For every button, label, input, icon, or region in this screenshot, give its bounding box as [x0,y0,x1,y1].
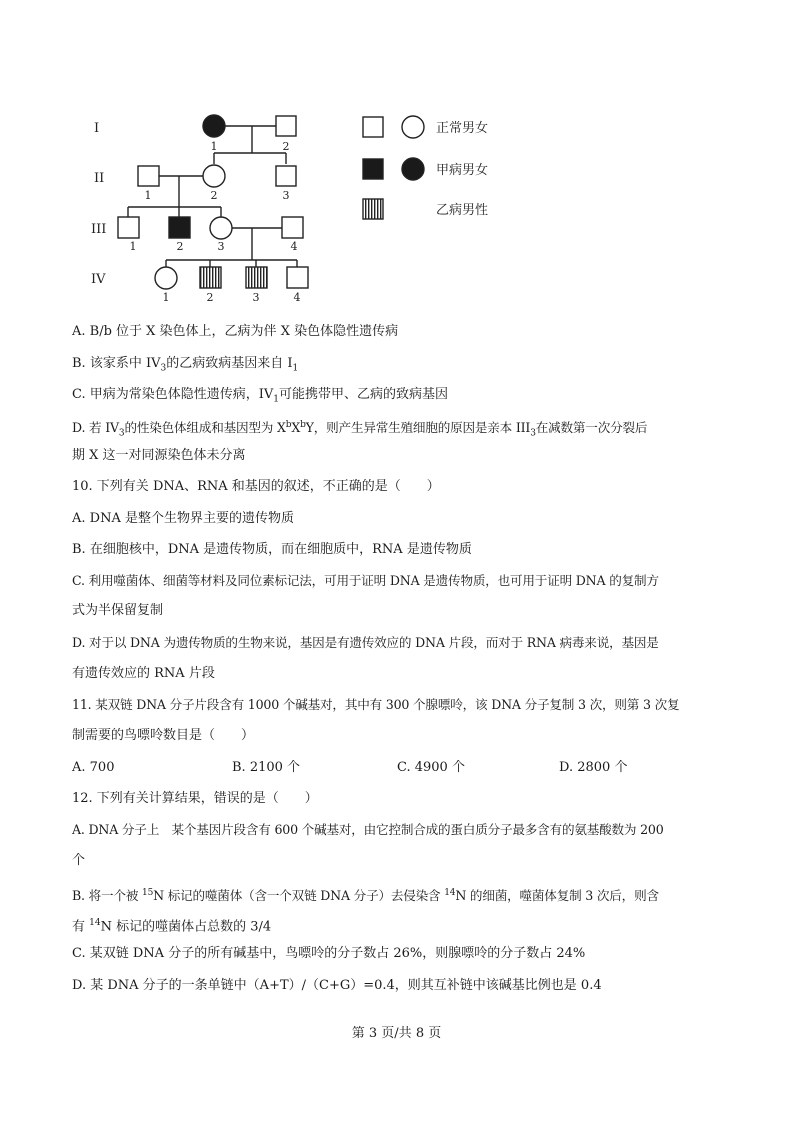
q9-option-d-line2: 期 X 这一对同源染色体未分离 [72,448,246,463]
q9-d-prefix: D. 若 IV [72,420,119,436]
q10-option-c-line2: 式为半保留复制 [72,603,164,618]
legend-disease-a-female-icon [402,158,424,180]
q10-option-b: B. 在细胞核中，DNA 是遗传物质，而在细胞质中，RNA 是遗传物质 [72,542,472,557]
q11-option-c: C. 4900 个 [397,760,465,775]
q12-b-sup1: 15 [142,888,154,898]
q9-d-sup1: b [285,420,292,430]
IV-2-disease-b-male [200,267,221,288]
q9-d-x2: X [291,420,301,436]
label-III-4: 4 [290,240,298,253]
q9-d-mid2: Y，则产生异常生殖细胞的原因是亲本 III [305,420,531,436]
q9-b-mid: 的乙病致病基因来自 I [166,356,293,371]
q10-option-a: A. DNA 是整个生物界主要的遗传物质 [72,511,294,526]
III-1-normal-male [118,217,139,238]
IV-1-normal-female [155,267,177,289]
q9-c-suffix: 可能携带甲、乙病的致病基因 [279,387,449,402]
III-2-affected-male [169,217,190,238]
IV-3-disease-b-male [246,267,267,288]
q12-option-b [72,883,659,906]
label-IV-2: 2 [206,291,214,304]
II-2-normal-female [203,165,225,187]
label-I-2: 2 [282,140,290,153]
q11-stem-line2: 制需要的鸟嘌呤数目是（ ） [72,728,255,743]
q10-stem: 10. 下列有关 DNA、RNA 和基因的叙述，不正确的是（ ） [72,479,440,494]
IV-4-normal-male [287,267,308,288]
legend-disease-b-label: 乙病男性 [436,203,489,218]
q12-b2-sup: 14 [89,918,101,928]
II-1-normal-male [138,166,159,186]
gen-label-III: III [91,222,107,237]
q10-option-d-line2: 有遗传效应的 RNA 片段 [72,666,215,681]
legend-normal-male-icon [363,117,383,137]
q9-option-b [72,354,298,379]
q12-option-b-line2 [72,913,271,937]
legend-disease-a-label: 甲病男女 [436,163,489,178]
q9-b-sub2: 1 [292,363,299,374]
q9-c-sub: 1 [273,394,280,405]
label-III-2: 2 [176,240,184,253]
q12-stem: 12. 下列有关计算结果，错误的是（ ） [72,791,318,806]
q9-d-mid1: 的性染色体组成和基因型为 X [124,420,286,436]
label-III-1: 1 [129,240,137,253]
q12-b2-p2: N 标记的噬菌体占总数的 3/4 [100,919,272,935]
q12-b-sup2: 14 [444,888,456,898]
q12-b2-p1: 有 [72,919,90,935]
q12-b-p1: B. 将一个被 [72,888,143,904]
III-4-normal-male [282,217,303,238]
label-I-1: 1 [210,140,218,153]
q9-b-prefix: B. 该家系中 IV [72,356,161,371]
label-II-1: 1 [144,189,152,202]
label-IV-4: 4 [293,291,301,304]
label-IV-1: 1 [162,291,170,304]
q12-b-p2: N 标记的噬菌体（含一个双链 DNA 分子）去侵染含 [153,888,445,904]
q9-option-c [72,385,448,410]
III-3-normal-female [210,217,232,239]
legend-normal-label: 正常男女 [436,121,489,136]
q12-option-c: C. 某双链 DNA 分子的所有碱基中，鸟嘌呤的分子数占 26%，则腺嘌呤的分子数占 24% [72,946,586,961]
q9-d-sub1: 3 [118,428,125,439]
q11-option-b: B. 2100 个 [232,760,301,775]
label-III-3: 3 [217,240,225,253]
label-II-3: 3 [282,189,290,202]
q10-option-c: C. 利用噬菌体、细菌等材料及同位素标记法，可用于证明 DNA 是遗传物质，也可用于证明 DNA 的复制方 [72,573,659,588]
q11-stem: 11. 某双链 DNA 分子片段含有 1000 个碱基对，其中有 300 个腺嘌呤，该 DNA 分子复制 3 次，则第 3 次复 [72,697,680,712]
label-IV-3: 3 [252,291,260,304]
q12-b-p3: N 的细菌，噬菌体复制 3 次后，则含 [455,888,659,904]
gen-label-IV: IV [91,272,106,287]
I-2-normal-male [276,116,296,136]
q9-b-sub1: 3 [160,363,167,374]
q11-option-a: A. 700 [72,760,115,775]
q10-option-d: D. 对于以 DNA 为遗传物质的生物来说，基因是有遗传效应的 DNA 片段，而对于 RNA 病毒来说，基因是 [72,635,659,650]
legend-normal-female-icon [402,116,424,138]
legend-disease-b-male-icon [363,199,383,219]
q11-option-d: D. 2800 个 [559,760,628,775]
q9-d-sup2: b [300,420,306,430]
II-3-normal-male [276,166,296,186]
gen-label-I: I [94,121,100,136]
q9-c-prefix: C. 甲病为常染色体隐性遗传病，IV [72,387,274,402]
q9-d-suffix: 在减数第一次分裂后 [535,420,648,436]
q9-d-sub2: 3 [530,428,536,439]
legend-disease-a-male-icon [363,159,383,179]
pedigree-chart [80,100,520,310]
gen-label-II: II [94,171,105,186]
q12-option-a-line2: 个 [72,853,86,868]
q12-option-a: A. DNA 分子上 某个基因片段含有 600 个碱基对，由它控制合成的蛋白质分子最多含有的氨基酸数为 200 [72,822,664,837]
q12-option-d: D. 某 DNA 分子的一条单链中（A+T）/（C+G）=0.4，则其互补链中该碱基比例也是 0.4 [72,978,602,993]
I-1-affected-female [203,115,225,137]
label-II-2: 2 [210,189,218,202]
q9-option-d [72,415,647,444]
page-number: 第 3 页/共 8 页 [351,1026,442,1041]
q9-option-a: A. B/b 位于 X 染色体上，乙病为伴 X 染色体隐性遗传病 [72,324,399,339]
